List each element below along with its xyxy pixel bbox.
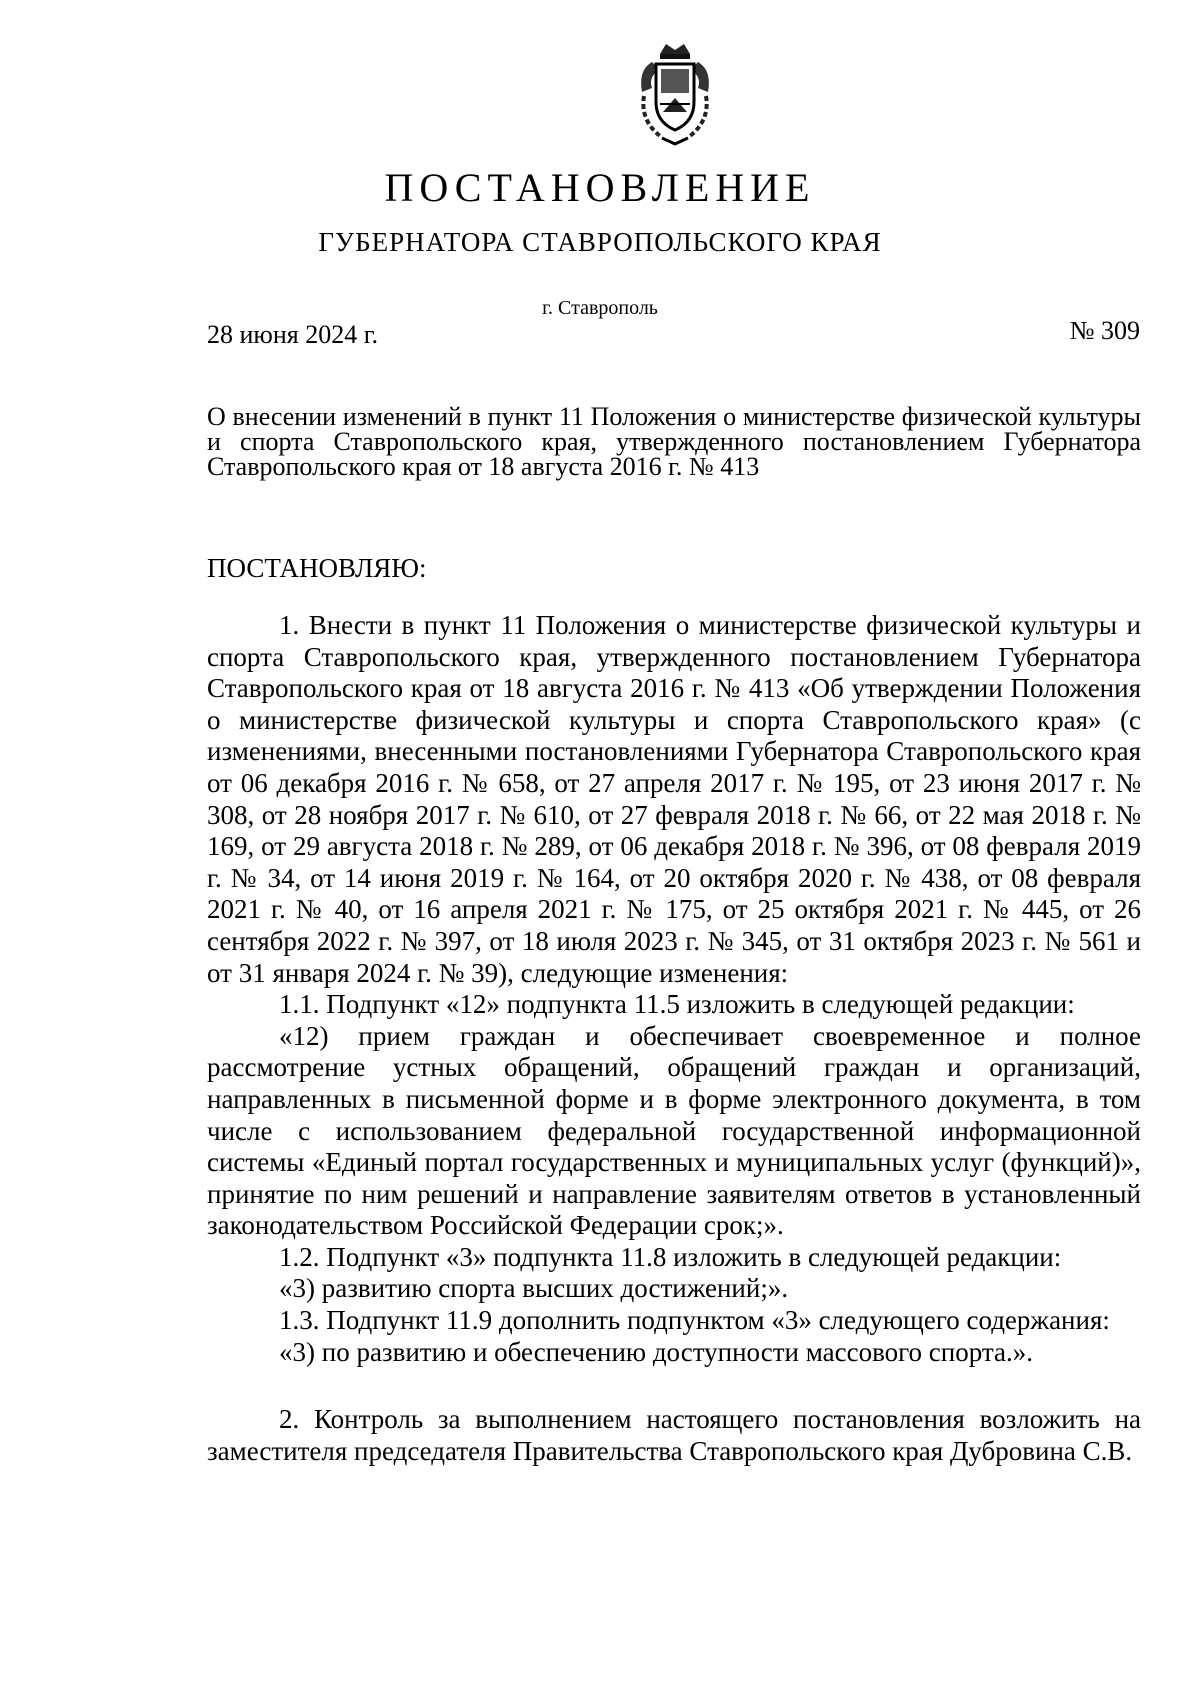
document-heading: О внесении изменений в пункт 11 Положения о министерстве физической культуры и спорта Ставропольского края, утвержденного постановлением Губернатора Ставропольского края от 18 августа 2016 г. № 413 (207, 402, 1141, 481)
paragraph-1: 1. Внести в пункт 11 Положения о министерстве физической культуры и спорта Ставропольского края, утвержденного постановлением Губернатора Ставропольского края от 18 августа 2016 г. № 413 «Об утверждении Положения о министерстве физической культуры и спорта Ставропольского края» (с изменениями, внесенными постановлениями Губернатора Ставропольского края от 06 декабря 2016 г. № 658, от 27 апреля 2017 г. № 195, от 23 июня 2017 г. № 308, от 28 ноября 2017 г. № 610, от 27 февраля 2018 г. № 66, от 22 мая 2018 г. № 169, от 29 августа 2018 г. № 289, от 06 декабря 2018 г. № 396, от 08 февраля 2019 г. № 34, от 14 июня 2019 г. № 164, от 20 октября 2020 г. № 438, от 08 февраля 2021 г. № 40, от 16 апреля 2021 г. № 175, от 25 октября 2021 г. № 445, от 26 сентября 2022 г. № 397, от 18 июля 2023 г. № 345, от 31 октября 2023 г. № 561 и от 31 января 2024 г. № 39), следующие изменения: (207, 610, 1141, 988)
coat-of-arms-emblem (630, 40, 720, 150)
document-number: № 309 (1069, 316, 1140, 345)
paragraph-1-1: 1.1. Подпункт «12» подпункта 11.5 изложить в следующей редакции: (279, 989, 1075, 1020)
issue-city: г. Ставрополь (542, 297, 658, 319)
document-title: ПОСТАНОВЛЕНИЕ (384, 165, 816, 210)
paragraph-1-3: 1.3. Подпункт 11.9 дополнить подпунктом «3» следующего содержания: (279, 1305, 1110, 1336)
decree-word: ПОСТАНОВЛЯЮ: (207, 553, 427, 583)
paragraph-1-2-text: «3) развитию спорта высших достижений;». (279, 1273, 789, 1304)
paragraph-1-1-text: «12) прием граждан и обеспечивает своевременное и полное рассмотрение устных обращений, обращений граждан и организаций, направленных в письменной форме и в форме электронного документа, в том числе с использованием федеральной государственной информационной системы «Единый портал государственных и муниципальных услуг (функций)», принятие по ним решений и направление заявителям ответов в установленный законодательством Российской Федерации срок;». (207, 1020, 1141, 1241)
paragraph-2: 2. Контроль за выполнением настоящего постановления возложить на заместителя председателя Правительства Ставропольского края Дубровина С.В. (207, 1404, 1141, 1466)
document-body (207, 610, 1141, 1467)
paragraph-1-3-text: «3) по развитию и обеспечению доступности массового спорта.». (279, 1336, 1033, 1367)
paragraph-1-2: 1.2. Подпункт «3» подпункта 11.8 изложить в следующей редакции: (279, 1241, 1062, 1272)
document-subtitle: ГУБЕРНАТОРА СТАВРОПОЛЬСКОГО КРАЯ (318, 227, 882, 257)
issue-date: 28 июня 2024 г. (207, 320, 378, 349)
